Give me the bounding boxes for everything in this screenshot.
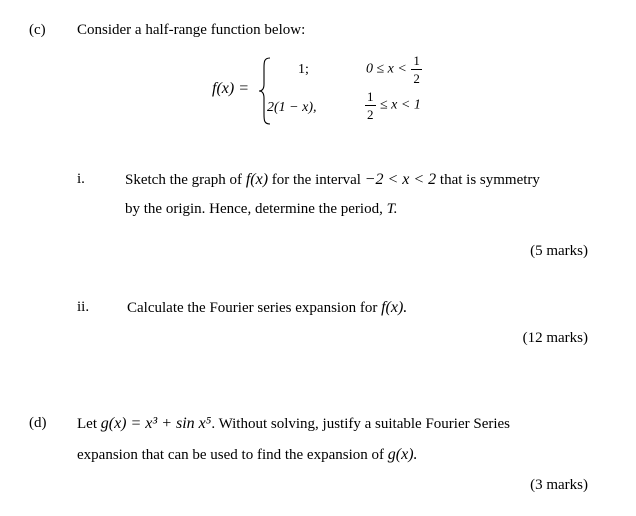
function-lhs: f(x) = — [212, 80, 249, 97]
part-d-text-b: . Without solving, justify a suitable Fourier Series — [211, 416, 511, 432]
sub-i-text-a: Sketch the graph of — [125, 172, 243, 188]
case2-frac-den: 2 — [367, 107, 374, 122]
part-d-line1 — [77, 415, 510, 433]
part-c-intro: Consider a half-range function below: — [77, 22, 306, 38]
sub-i-line1 — [125, 171, 540, 189]
sub-i-interval: −2 < x < 2 — [364, 171, 437, 188]
sub-ii-label: ii. — [77, 299, 90, 315]
case1-fraction — [411, 54, 422, 85]
part-d-label: (d) — [29, 415, 47, 431]
part-d-marks: (3 marks) — [530, 477, 588, 493]
sub-ii-fx: f(x). — [381, 299, 408, 316]
sub-ii-text: Calculate the Fourier series expansion for — [127, 300, 378, 316]
part-d-text-a: Let — [77, 416, 97, 432]
case2-expression: 2(1 − x), — [267, 100, 317, 115]
case2-fraction — [365, 90, 376, 121]
sub-i-label: i. — [77, 171, 85, 187]
sub-i-line2 — [125, 201, 398, 218]
part-d-line2 — [77, 446, 418, 464]
case1-frac-num: 1 — [413, 53, 420, 68]
case1-expression: 1; — [298, 62, 309, 77]
sub-ii-marks: (12 marks) — [522, 330, 588, 346]
part-d-gx: g(x). — [387, 446, 418, 463]
case1-lower-bound: 0 ≤ x < — [366, 61, 407, 77]
part-d-gx-definition: g(x) = x³ + sin x⁵ — [100, 415, 212, 432]
part-d-text-c: expansion that can be used to find the expansion of — [77, 447, 385, 463]
sub-i-fx: f(x) — [245, 171, 269, 188]
sub-i-marks: (5 marks) — [530, 243, 588, 259]
sub-i-text-c: that is symmetry — [439, 172, 540, 188]
sub-ii-line — [127, 299, 407, 317]
part-c-label: (c) — [29, 22, 46, 38]
sub-i-period: T. — [386, 201, 398, 217]
case1-frac-den: 2 — [413, 71, 420, 86]
case2-condition — [364, 90, 421, 121]
sub-i-text-b: for the interval — [271, 172, 361, 188]
case1-condition — [366, 54, 423, 85]
case2-frac-num: 1 — [367, 89, 374, 104]
sub-i-text-d: by the origin. Hence, determine the period, — [125, 201, 383, 217]
case2-upper-bound: ≤ x < 1 — [380, 97, 421, 113]
